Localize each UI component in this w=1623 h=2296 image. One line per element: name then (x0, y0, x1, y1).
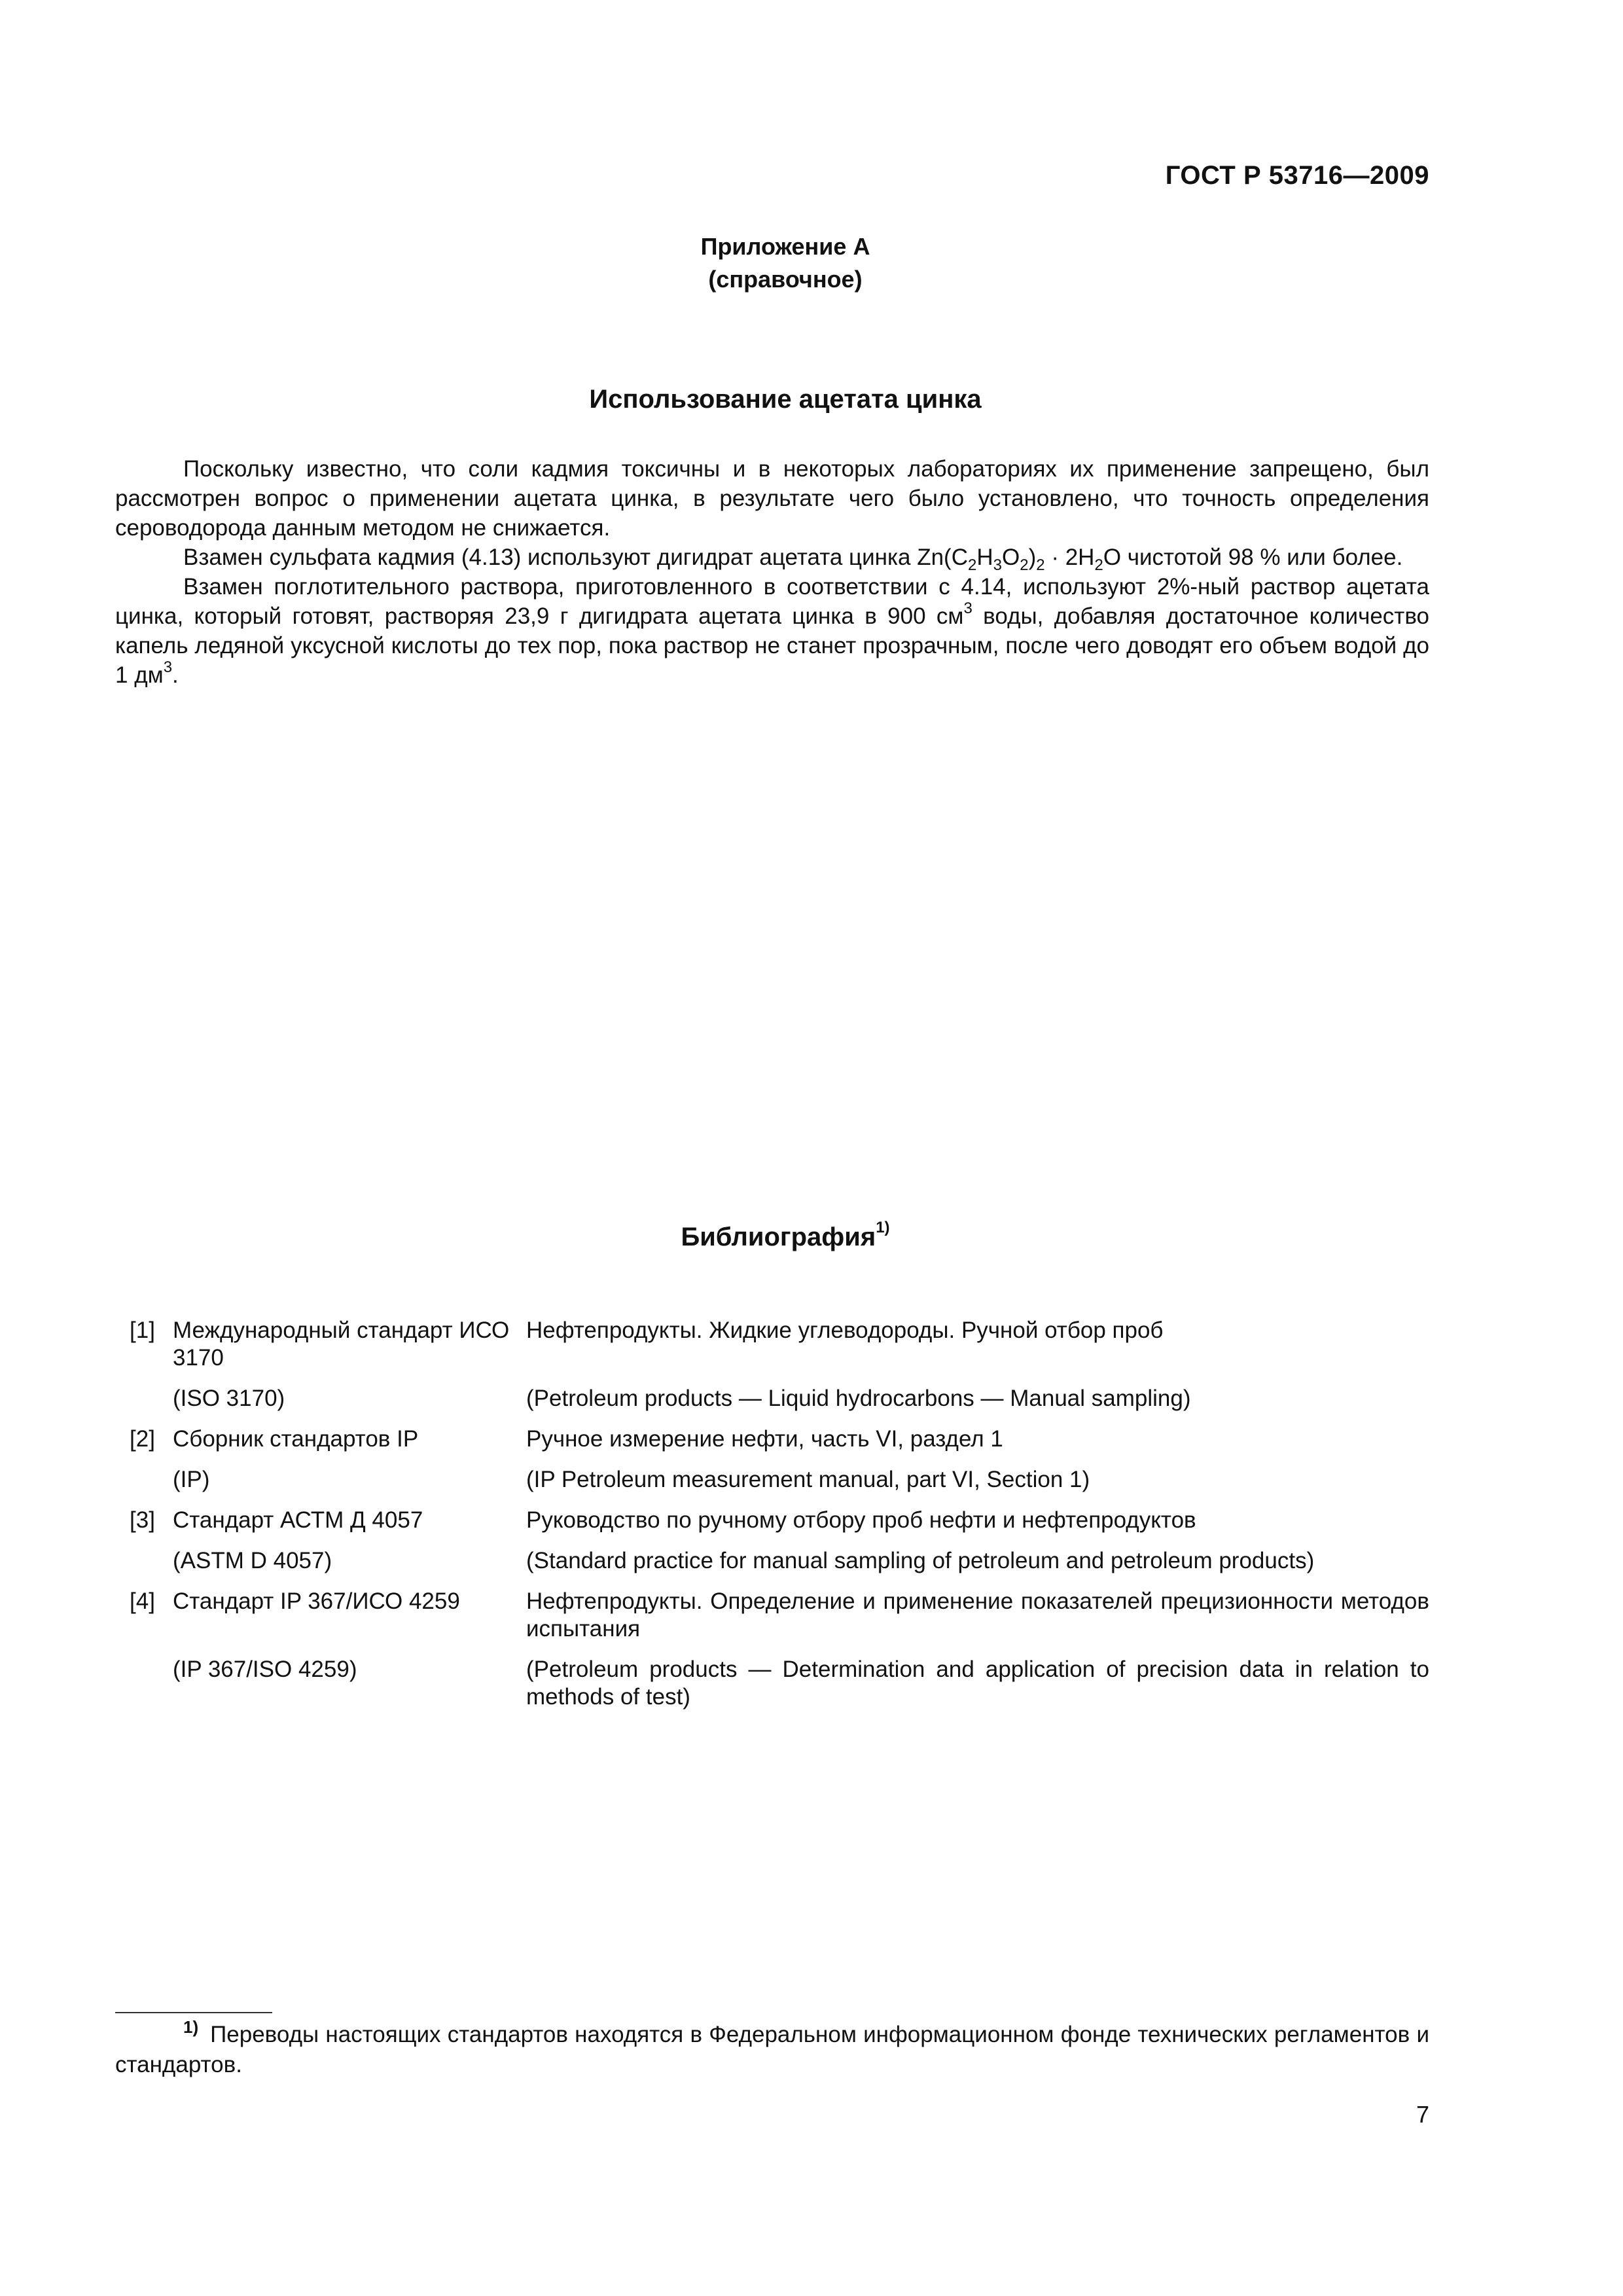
bibliography-source: Сборник стандартов IP (173, 1426, 419, 1452)
paragraph-1: Поскольку известно, что соли кадмия токсичны и в некоторых лабораториях их применение запрещено, был рассмотрен вопрос о применении ацетата цинка, в результате чего было установлено, что точность определения сероводорода данным методом не снижается. (115, 456, 1429, 541)
bibliography-row (130, 1385, 1429, 1412)
bibliography-number: [4] (130, 1588, 155, 1614)
bibliography-title (0, 1219, 1571, 1252)
annex-heading (0, 230, 1571, 296)
paragraph-3-mid: воды, добавляя достаточное количество капель ледяной уксусной кислоты до тех пор, пока раствор не станет прозрачным, после чего доводят его объем водой до 1 дм (115, 603, 1429, 688)
bibliography-description: Нефтепродукты. Определение и применение показателей прецизионности методов испытания (526, 1588, 1429, 1641)
footnote-text: Переводы настоящих стандартов находятся в Федеральном информационном фонде технических регламентов и стандартов. (115, 2022, 1429, 2077)
bibliography-source: (IP) (173, 1467, 210, 1492)
bibliography-source: (IP 367/ISO 4259) (173, 1657, 357, 1682)
annex-status: (справочное) (708, 266, 863, 293)
footnote-divider (115, 2012, 272, 2013)
annex-label: Приложение А (700, 233, 870, 260)
paragraph-2: Взамен сульфата кадмия (4.13) используют дигидрат ацетата цинка $Zn(C_2H_3O_2)_2 \cdot 2H_2O$ чистотой 98 % или более. (183, 545, 1403, 574)
page-number: 7 (1416, 2101, 1429, 2128)
bibliography-row (130, 1547, 1429, 1575)
paragraph-2-start: Взамен сульфата кадмия (4.13) используют дигидрат ацетата цинка Zn(C (183, 545, 968, 570)
bibliography-description: (IP Petroleum measurement manual, part VI, Section 1) (526, 1467, 1090, 1492)
bibliography-number: [2] (130, 1426, 155, 1452)
bibliography-row (130, 1317, 1429, 1372)
bibliography-title-text: Библиография (681, 1223, 876, 1251)
paragraph-3-start: Взамен поглотительного раствора, приготовленного в соответствии с 4.14, используют 2%-ный раствор ацетата цинка, который готовят, растворяя 23,9 г дигидрата ацетата цинка в 900 см (115, 574, 1429, 629)
paragraph-3: Взамен поглотительного раствора, приготовленного в соответствии с 4.14, используют 2%-ный раствор ацетата цинка, который готовят, растворяя 23,9 г дигидрата ацетата цинка в 900 $см^3$ воды, добавляя достаточное количество капель ледяной уксусной кислоты до тех пор, пока раствор не станет прозрачным, после чего доводят его объем водой до 1 $дм^3$. (115, 574, 1429, 688)
bibliography-description: (Petroleum products — Liquid hydrocarbons — Manual sampling) (526, 1386, 1191, 1411)
bibliography-list (130, 1317, 1429, 1724)
bibliography-number: [3] (130, 1507, 155, 1533)
annex-title: Использование ацетата цинка (589, 385, 982, 414)
bibliography-source: (ISO 3170) (173, 1386, 285, 1411)
footnote (115, 2017, 1429, 2080)
bibliography-source: Стандарт АСТМ Д 4057 (173, 1507, 423, 1533)
bibliography-row (130, 1588, 1429, 1643)
paragraph-3-end: . (172, 662, 179, 688)
annex-body (115, 454, 1429, 690)
standard-code: ГОСТ Р 53716—2009 (1165, 161, 1429, 190)
bibliography-source: (ASTM D 4057) (173, 1548, 332, 1573)
bibliography-row (130, 1426, 1429, 1453)
bibliography-description: Нефтепродукты. Жидкие углеводороды. Ручной отбор проб (526, 1318, 1164, 1343)
footnote-reference: 1) (876, 1219, 890, 1236)
bibliography-source: Стандарт IP 367/ИСО 4259 (173, 1588, 460, 1614)
bibliography-description: (Standard practice for manual sampling of petroleum and petroleum products) (526, 1548, 1315, 1573)
bibliography-source: Международный стандарт ИСО 3170 (173, 1318, 510, 1371)
bibliography-description: Ручное измерение нефти, часть VI, раздел 1 (526, 1426, 1003, 1452)
bibliography-row (130, 1507, 1429, 1534)
bibliography-description: (Petroleum products — Determination and application of precision data in relation to methods of test) (526, 1657, 1429, 1710)
bibliography-number: [1] (130, 1318, 155, 1343)
bibliography-row (130, 1466, 1429, 1494)
footnote-mark: 1) (183, 2017, 199, 2037)
bibliography-description: Руководство по ручному отбору проб нефти и нефтепродуктов (526, 1507, 1196, 1533)
bibliography-row (130, 1656, 1429, 1711)
paragraph-2-end: O чистотой 98 % или более. (1103, 545, 1403, 570)
